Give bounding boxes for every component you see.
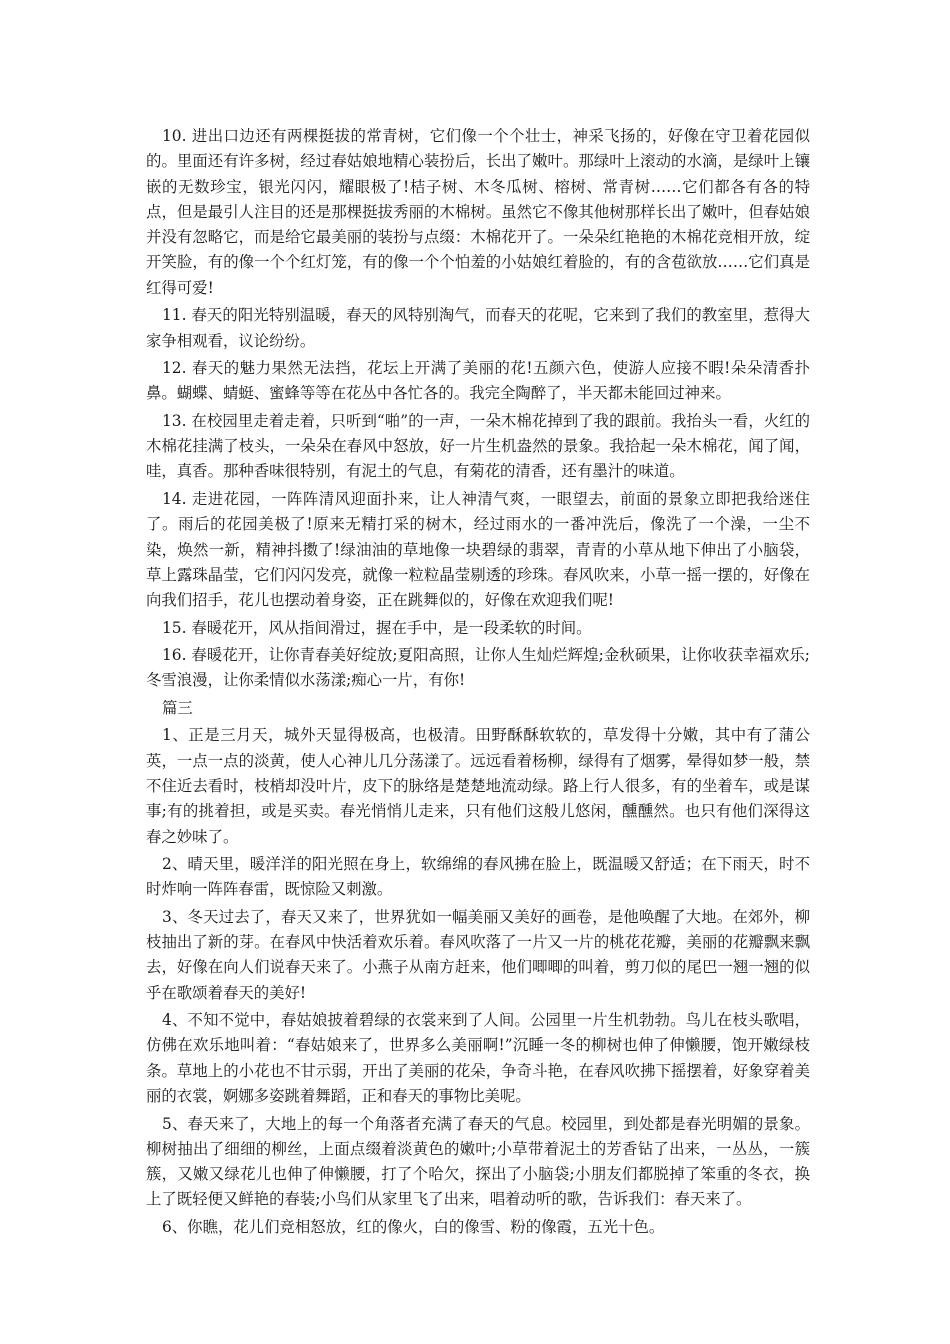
paragraph-13: 13. 在校园里走着走着，只听到“啪”的一声，一朵木棉花掉到了我的跟前。我抬头一看，火红的木棉花挂满了枝头，一朵朵在春风中怒放，好一片生机盎然的景象。我拾起一朵木棉花，闻了闻，哇，真香。那种香味很特别，有泥土的气息，有菊花的清香，还有墨汁的味道。 [146,411,810,481]
paragraph-10: 10. 进出口边还有两棵挺拔的常青树，它们像一个个壮士，神采飞扬的，好像在守卫着花园似的。里面还有许多树，经过春姑娘地精心装扮后，长出了嫩叶。那绿叶上滚动的水滴，是绿叶上镶嵌的无数珍宝，银光闪闪，耀眼极了!桔子树、木冬瓜树、榕树、常青树……它们都各有各的特点，但是最引人注目的还是那棵挺拔秀丽的木棉树。虽然它不像其他树那样长出了嫩叶，但春姑娘并没有忽略它，而是给它最美丽的装扮与点缀：木棉花开了。一朵朵红艳艳的木棉花竞相开放，绽开笑脸，有的像一个个红灯笼，有的像一个个怕羞的小姑娘红着脸的，有的含苞欲放……它们真是红得可爱! [146,127,810,297]
section-paragraph-2: 2、晴天里，暖洋洋的阳光照在身上，软绵绵的春风拂在脸上，既温暖又舒适；在下雨天，时不时炸响一阵阵春雷，既惊险又刺激。 [146,855,810,899]
section-paragraph-6: 6、你瞧，花儿们竞相怒放，红的像火，白的像雪、粉的像霞，五光十色。 [162,1217,665,1236]
paragraph-12: 12. 春天的魅力果然无法挡，花坛上开满了美丽的花!五颜六色，使游人应接不暇!朵朵清香扑鼻。蝴蝶、蜻蜓、蜜蜂等等在花丛中各忙各的。我完全陶醉了，半天都未能回过神来。 [146,359,810,403]
document-body [146,124,810,1242]
section-heading: 篇三 [162,698,193,717]
section-paragraph-5: 5、春天来了，大地上的每一个角落者充满了春天的气息。校园里，到处都是春光明媚的景象。柳树抽出了细细的柳丝，上面点缀着淡黄色的嫩叶;小草带着泥土的芳香钻了出来，一丛丛，一簇簇，又嫩又绿花儿也伸了伸懒腰，打了个哈欠，探出了小脑袋;小朋友们都脱掉了笨重的冬衣，换上了既轻便又鲜艳的春装;小鸟们从家里飞了出来，唱着动听的歌，告诉我们：春天来了。 [146,1114,810,1209]
section-paragraph-1: 1、正是三月天，城外天显得极高，也极清。田野酥酥软软的，草发得十分嫩，其中有了蒲公英，一点一点的淡黄，使人心神儿几分荡漾了。远远看着杨柳，绿得有了烟雾，晕得如梦一般，禁不住近去看时，枝梢却没叶片，皮下的脉络是楚楚地流动绿。路上行人很多，有的坐着车，或是谋事;有的挑着担，或是买卖。春光悄悄儿走来，只有他们这般儿悠闲，醺醺然。也只有他们深得这春之妙味了。 [146,726,810,846]
section-paragraph-4: 4、不知不觉中，春姑娘披着碧绿的衣裳来到了人间。公园里一片生机勃勃。鸟儿在枝头歌唱，仿佛在欢乐地叫着：“春姑娘来了，世界多么美丽啊!”沉睡一冬的柳树也伸了伸懒腰，饱开嫩绿枝条。草地上的小花也不甘示弱，开出了美丽的花朵，争奇斗艳，在春风吹拂下摇摆着，好象穿着美丽的衣裳，婀娜多姿跳着舞蹈，正和春天的事物比美呢。 [146,1011,810,1106]
paragraph-15: 15. 春暖花开，风从指间滑过，握在手中，是一段柔软的时间。 [162,618,592,637]
section-paragraph-3: 3、冬天过去了，春天又来了，世界犹如一幅美丽又美好的画卷，是他唤醒了大地。在郊外，柳枝抽出了新的芽。在春风中快活着欢乐着。春风吹落了一片又一片的桃花花瓣，美丽的花瓣飘来飘去，好像在向人们说春天来了。小燕子从南方赶来，他们唧唧的叫着，剪刀似的尾巴一翘一翘的似乎在歌颂着春天的美好! [146,907,810,1002]
paragraph-16: 16. 春暖花开，让你青春美好绽放;夏阳高照，让你人生灿烂辉煌;金秋硕果，让你收获幸福欢乐;冬雪浪漫，让你柔情似水荡漾;痴心一片，有你! [146,646,810,690]
paragraph-14: 14. 走进花园，一阵阵清风迎面扑来，让人神清气爽，一眼望去，前面的景象立即把我给迷住了。雨后的花园美极了!原来无精打采的树木，经过雨水的一番冲洗后，像洗了一个澡，一尘不染，焕然一新，精神抖擞了!绿油油的草地像一块碧绿的翡翠，青青的小草从地下伸出了小脑袋，草上露珠晶莹，它们闪闪发亮，就像一粒粒晶莹剔透的珍珠。春风吹来，小草一摇一摆的，好像在向我们招手，花儿也摆动着身姿，正在跳舞似的，好像在欢迎我们呢! [146,489,810,610]
paragraph-11: 11. 春天的阳光特别温暖，春天的风特别淘气，而春天的花呢，它来到了我们的教室里，惹得大家争相观看，议论纷纷。 [146,306,810,350]
